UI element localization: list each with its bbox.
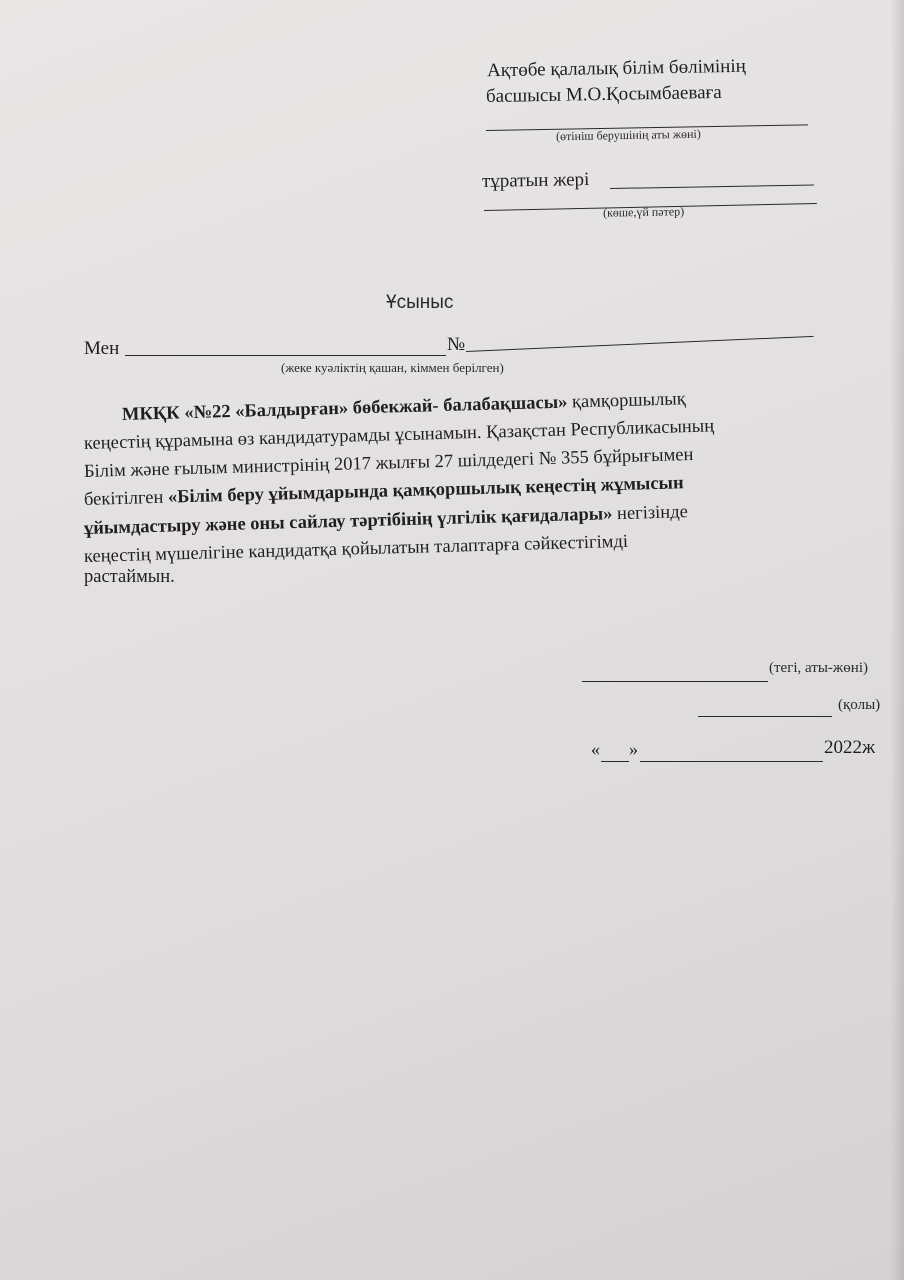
body-line-3: Білім және ғылым министрінің 2017 жылғы 27 шілдедегі № 355 бұйрығымен — [83, 444, 694, 482]
residence-label: тұратын жері — [481, 169, 590, 192]
id-blank-line — [466, 336, 814, 352]
name-caption: (тегі, аты-жөні) — [769, 660, 868, 676]
body-line-6: кеңестің мүшелігіне кандидатқа қойылатын талаптарға сәйкестігімді — [83, 531, 629, 567]
me-label: Мен — [84, 338, 120, 359]
date-close-quote: » — [629, 739, 638, 759]
applicant-name-caption: (өтініш берушінің аты жөні) — [555, 126, 701, 144]
me-blank-line — [125, 355, 446, 356]
number-sign: № — [447, 334, 466, 355]
page-edge-shadow — [890, 0, 904, 1280]
document-title: Ұсыныс — [386, 292, 454, 313]
addressee-line-2: басшысы М.О.Қосымбаеваға — [485, 81, 722, 108]
sign-line — [698, 716, 832, 717]
id-caption: (жеке куәліктің қашан, кіммен берілген) — [281, 360, 504, 375]
body-line-7: растаймын. — [84, 567, 175, 587]
date-month-line — [640, 761, 823, 762]
name-signature-line — [582, 681, 768, 682]
body-line-5-rest: негізінде — [612, 502, 689, 525]
date-day-line — [601, 761, 629, 762]
body-line-4-prefix: бекітілген — [83, 487, 169, 510]
address-caption: (көше,үй пәтер) — [602, 204, 685, 220]
kindergarten-name: МКҚК «№22 «Балдырған» бөбекжай- балабақшасы» — [121, 392, 568, 425]
rules-title-part-2: ұйымдастыру және оны сайлау тәртібінің үлгілік қағидалары» — [83, 504, 613, 539]
body-line-1-rest: қамқоршылық — [567, 389, 686, 413]
body-line-2: кеңестің құрамына өз кандидатурамды ұсынамын. Қазақстан Республикасының — [83, 416, 715, 454]
rules-title-part-1: «Білім беру ұйымдарында қамқоршылық кеңестің жұмысын — [167, 473, 684, 508]
date-open-quote: « — [591, 739, 600, 759]
sign-caption: (қолы) — [838, 697, 881, 713]
residence-line — [610, 184, 814, 189]
date-year: 2022ж — [824, 737, 876, 758]
addressee-line-1: Ақтөбе қалалық білім бөлімінің — [486, 55, 746, 82]
